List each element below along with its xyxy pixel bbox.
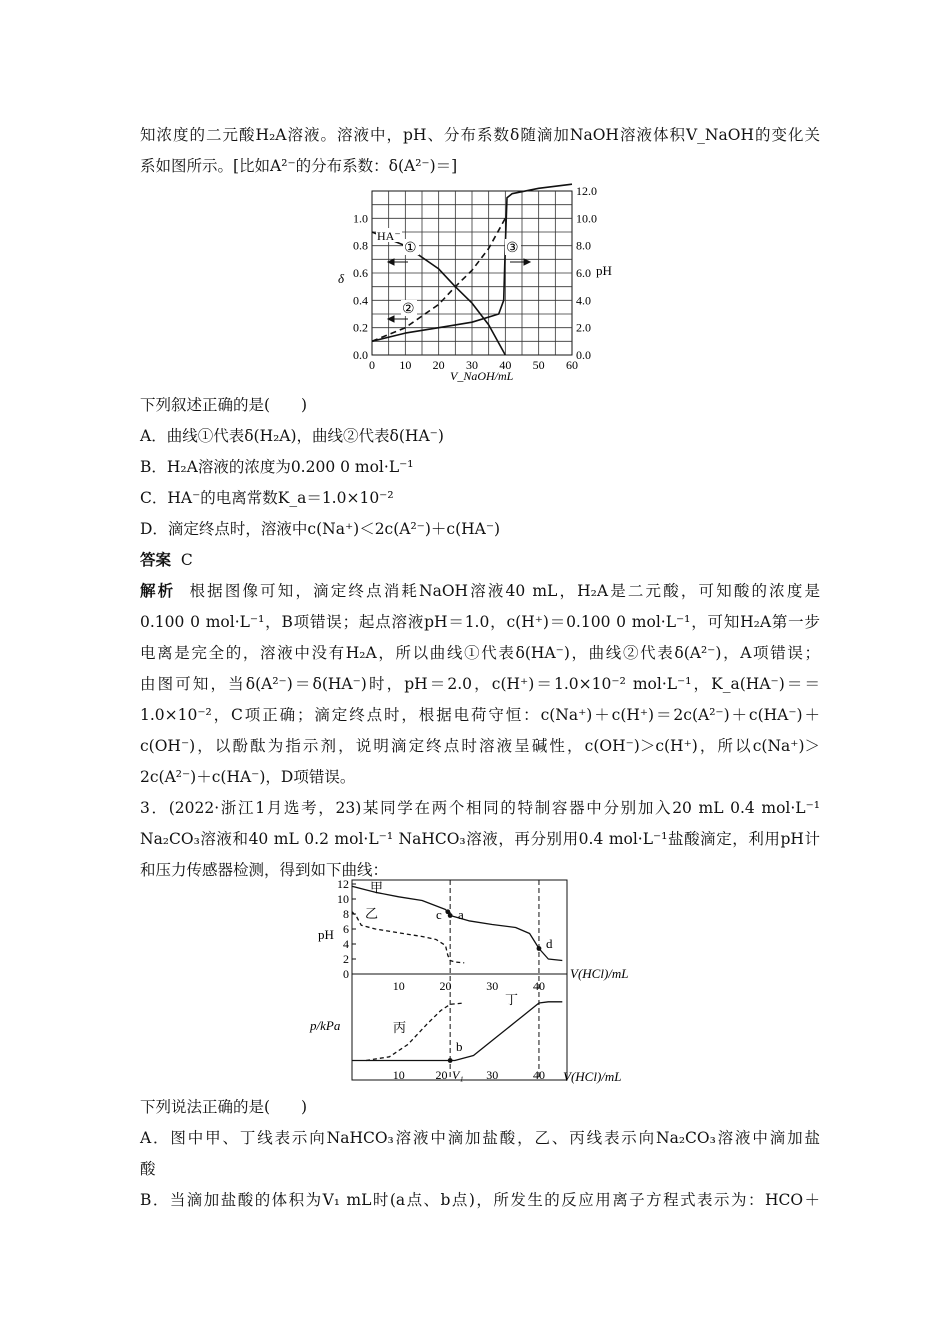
chart1-ytick-left: 0.2: [353, 320, 368, 335]
chart2-xtick-top: 30: [486, 979, 499, 993]
q2-prompt: 下列叙述正确的是( ): [140, 396, 308, 414]
analysis-line-2: 0.100 0 mol·L⁻¹，B项错误；起点溶液pH＝1.0，c(H⁺)＝0.100 0 mol·L⁻¹，可知H₂A第一步: [140, 613, 820, 631]
chart2-xtick-top: 10: [392, 979, 405, 993]
label-jia: 甲: [370, 880, 384, 895]
q3-line-2: Na₂CO₃溶液和40 mL 0.2 mol·L⁻¹ NaHCO₃溶液，再分别用0.4 mol·L⁻¹盐酸滴定，利用pH计: [140, 830, 820, 848]
chart1-curve1-label: ①: [404, 241, 417, 256]
chart2-ytick: 2: [343, 952, 349, 966]
q3-line-3: 和压力传感器检测，得到如下曲线：: [140, 861, 389, 879]
chart1-xtick: 0: [369, 358, 375, 372]
chart2-ytick: 12: [337, 878, 349, 891]
chart1-ytick-left: 0.6: [353, 266, 368, 280]
curve-bing: [366, 1003, 464, 1061]
intro-line-2: 系如图所示。[比如A²⁻的分布系数：δ(A²⁻)＝]: [140, 157, 458, 175]
chart1-xtick: 10: [399, 358, 412, 372]
chart1-ytick-right: 10.0: [576, 211, 597, 226]
analysis-label: 解析: [140, 581, 176, 600]
distribution-chart: [330, 183, 620, 393]
chart1-ytick-left: 0.0: [353, 348, 368, 362]
chart2-xtick-bottom: 10: [392, 1068, 405, 1082]
chart1-ytick-left: 1.0: [353, 211, 368, 226]
chart1-curve2-label: ②: [402, 302, 415, 317]
chart2-ytick: 4: [343, 937, 349, 951]
chart2-ytick: 10: [337, 892, 349, 906]
chart1-xtick: 50: [532, 358, 545, 372]
intro-line-1: 知浓度的二元酸H₂A溶液。溶液中，pH、分布系数δ随滴加NaOH溶液体积V_NaOH的变化关: [140, 126, 820, 144]
chart1-ytick-left: 0.8: [353, 238, 368, 253]
chart2-xtick-bottom: 20: [435, 1068, 448, 1082]
chart1-ylabel-left: δ: [338, 271, 345, 286]
chart1-ytick-right: 6.0: [576, 266, 591, 280]
chart2-ytick: 6: [343, 922, 349, 936]
chart2-xlabel-bottom: V(HCl)/mL: [563, 1069, 622, 1084]
answer-value: C: [180, 551, 193, 569]
chart2-ylabel-pressure: p/kPa: [310, 1018, 341, 1033]
chart2-ytick: 8: [343, 907, 349, 921]
analysis-line-6: c(OH⁻)，以酚酞为指示剂，说明滴定终点时溶液呈碱性，c(OH⁻)＞c(H⁺)，所以c(Na⁺)＞: [140, 737, 820, 755]
q3-line-1: 3．(2022·浙江1月选考，23)某同学在两个相同的特制容器中分别加入20 mL 0.4 mol·L⁻¹: [140, 799, 820, 817]
chart1-ylabel-right: pH: [596, 263, 612, 278]
q2-option-c: C．HA⁻的电离常数K_a＝1.0×10⁻²: [140, 489, 394, 507]
point-b-label: b: [456, 1039, 463, 1054]
chart1-xtick: 30: [466, 358, 478, 372]
analysis-line-5: 1.0×10⁻²，C项正确；滴定终点时，根据电荷守恒：c(Na⁺)＋c(H⁺)＝2c(A²⁻)＋c(HA⁻)＋: [140, 706, 820, 724]
q3-option-a-line-1: A．图中甲、丁线表示向NaHCO₃溶液中滴加盐酸，乙、丙线表示向Na₂CO₃溶液中滴加盐: [140, 1129, 820, 1147]
chart1-ytick-right: 8.0: [576, 238, 591, 253]
q2-answer: [140, 549, 820, 571]
chart2-xlabel-top: V(HCl)/mL: [570, 966, 629, 981]
chart1-curve3-label: ③: [506, 241, 519, 256]
chart1-xtick: 20: [432, 358, 445, 372]
chart2-xtick-bottom: 30: [486, 1068, 499, 1082]
point-d-label: d: [546, 936, 553, 951]
chart1-label-ha: HA⁻: [377, 229, 401, 243]
chart1-xtick: 40: [499, 358, 512, 372]
chart2-xtick-top: 20: [439, 979, 452, 993]
analysis-line-3: 电离是完全的，溶液中没有H₂A，所以曲线①代表δ(HA⁻)，曲线②代表δ(A²⁻)，A项错误；: [140, 644, 820, 662]
point-a-label: a: [458, 907, 464, 922]
q3-option-a-line-2: 酸: [140, 1160, 156, 1178]
label-ding: 丁: [505, 992, 519, 1007]
v1-label: V₁: [452, 1068, 464, 1082]
chart1-ytick-left: 0.4: [353, 293, 368, 308]
label-bing: 丙: [393, 1020, 407, 1035]
chart2-xtick-bottom: 40: [532, 1068, 545, 1082]
q2-option-a: A．曲线①代表δ(H₂A)，曲线②代表δ(HA⁻): [140, 427, 444, 445]
point-b: [448, 1058, 453, 1063]
chart2-xtick-top: 40: [532, 979, 545, 993]
curve-jia: [352, 886, 562, 960]
analysis-text-1: 根据图像可知，滴定终点消耗NaOH溶液40 mL，H₂A是二元酸，可知酸的浓度是: [189, 582, 820, 600]
q3-option-b: B．当滴加盐酸的体积为V₁ mL时(a点、b点)，所发生的反应用离子方程式表示为：HCO＋: [140, 1191, 820, 1209]
chart1-ytick-right: 0.0: [576, 348, 591, 362]
chart1-ticks: [353, 184, 597, 372]
point-a: [448, 913, 453, 918]
chart1-ytick-right: 12.0: [576, 184, 597, 198]
point-d: [537, 946, 542, 951]
label-yi: 乙: [365, 906, 379, 921]
q2-option-b: B．H₂A溶液的浓度为0.200 0 mol·L⁻¹: [140, 458, 414, 476]
q3-prompt: 下列说法正确的是( ): [140, 1098, 308, 1116]
chart1-ytick-right: 2.0: [576, 320, 591, 335]
analysis-line-7: 2c(A²⁻)＋c(HA⁻)，D项错误。: [140, 768, 356, 786]
chart1-xlabel: V_NaOH/mL: [450, 369, 514, 383]
arrow-curve3-head: [524, 259, 530, 265]
analysis-line-4: 由图可知，当δ(A²⁻)＝δ(HA⁻)时，pH＝2.0，c(H⁺)＝1.0×10⁻² mol·L⁻¹，K_a(HA⁻)＝＝: [140, 675, 820, 693]
answer-label: 答案: [140, 550, 172, 569]
analysis-line-1: [140, 580, 820, 602]
chart1-ytick-right: 4.0: [576, 293, 591, 308]
titration-chart: [300, 878, 660, 1088]
chart1-grid: [372, 191, 572, 355]
point-c-label: c: [436, 907, 442, 922]
chart2-ylabel-ph: pH: [318, 927, 334, 942]
chart2-ytick: 0: [343, 967, 349, 981]
chart1-xtick: 60: [566, 358, 578, 372]
q2-option-d: D．滴定终点时，溶液中c(Na⁺)＜2c(A²⁻)＋c(HA⁻): [140, 520, 501, 538]
